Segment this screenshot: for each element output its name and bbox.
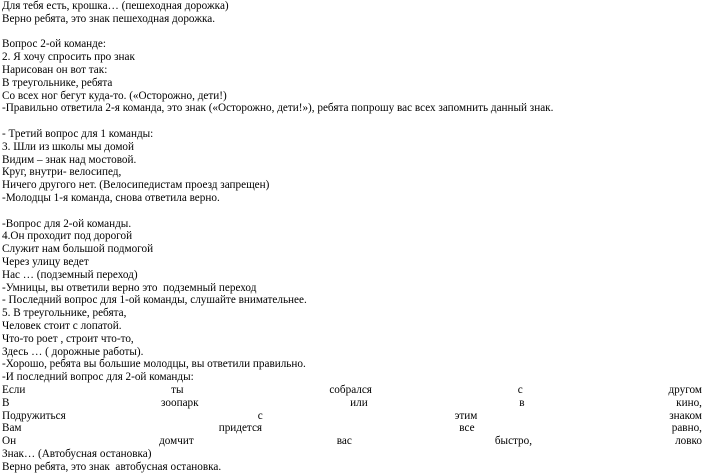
justified-line [2, 397, 702, 410]
text-line: - Последний вопрос для 1-ой команды, слушайте внимательнее. [2, 294, 307, 307]
text-line: -Вопрос для 2-ой команды. [2, 217, 132, 230]
justified-line [2, 422, 702, 435]
word: ты [171, 383, 184, 396]
text-line: -Правильно ответила 2-я команда, это знак («Осторожно, дети!»), ребята попрошу вас всех запомнить данный знак. [2, 102, 554, 115]
justified-line [2, 384, 702, 397]
word: с [257, 409, 263, 422]
word: равно, [671, 422, 702, 435]
document-page [2, 0, 702, 473]
text-line: 3. Шли из школы мы домой [2, 140, 134, 153]
text-line: Видим – знак над мостовой. [2, 153, 137, 166]
word: Если [2, 383, 26, 396]
text-line: Что-то роет , строит что-то, [2, 332, 134, 345]
text-line: Знак… (Автобусная остановка) [2, 447, 152, 460]
text-line: Нарисован он вот так: [2, 63, 108, 76]
justified-line [2, 435, 702, 448]
text-block-questions [2, 0, 702, 384]
text-line: Служит нам большой подмогой [2, 243, 154, 256]
word: кино, [676, 396, 702, 409]
text-line: Через улицу ведет [2, 255, 89, 268]
text-line: В треугольнике, ребята [2, 76, 113, 89]
text-line: Для тебя есть, крошка… (пешеходная дорожка) [2, 0, 229, 12]
word: этим [454, 409, 478, 422]
text-line: Здесь … ( дорожные работы). [2, 345, 144, 358]
text-line: Нас … (подземный переход) [2, 268, 138, 281]
text-line: 2. Я хочу спросить про знак [2, 51, 135, 64]
word: в [519, 396, 525, 409]
word: другом [668, 383, 702, 396]
text-line: -Хорошо, ребята вы большие молодцы, вы ответили правильно. [2, 358, 306, 371]
word: Вам [2, 422, 22, 435]
text-line: Ничего другого нет. (Велосипедистам проезд запрещен) [2, 179, 270, 192]
text-line: -И последний вопрос для 2-ой команды: [2, 371, 194, 384]
text-line: -Умницы, вы ответили верно это подземный переход [2, 281, 257, 294]
text-line: - Третий вопрос для 1 команды: [2, 127, 154, 140]
blank-line [2, 115, 702, 128]
justified-line [2, 410, 702, 423]
word: Он [2, 435, 17, 448]
word: с [517, 383, 523, 396]
text-line: Круг, внутри- велосипед, [2, 166, 122, 179]
blank-line [2, 26, 702, 39]
text-line: 5. В треугольнике, ребята, [2, 307, 127, 320]
word: вас [336, 435, 352, 448]
word: ловко [675, 435, 702, 448]
word: Подружиться [2, 409, 66, 422]
blank-line [2, 205, 702, 218]
word: все [459, 422, 475, 435]
text-line: 4.Он проходит под дорогой [2, 230, 133, 243]
word: домчит [159, 435, 194, 448]
text-line: Вопрос 2-ой команде: [2, 38, 106, 51]
word: придется [218, 422, 263, 435]
text-line: Верно ребята, это знак пешеходная дорожка. [2, 12, 216, 25]
word: зоопарк [161, 396, 199, 409]
word: быстро, [494, 435, 533, 448]
word: собрался [329, 383, 372, 396]
text-line: -Молодцы 1-я команда, снова ответила верно. [2, 191, 220, 204]
word: В [2, 396, 10, 409]
text-line: Человек стоит с лопатой. [2, 319, 122, 332]
text-block-answer [2, 448, 702, 473]
text-line: Со всех ног бегут куда-то. («Осторожно, дети!) [2, 89, 227, 102]
word: знаком [669, 409, 702, 422]
text-line: Верно ребята, это знак автобусная остановка. [2, 460, 222, 473]
poem-justified-block [2, 384, 702, 448]
word: или [350, 396, 368, 409]
